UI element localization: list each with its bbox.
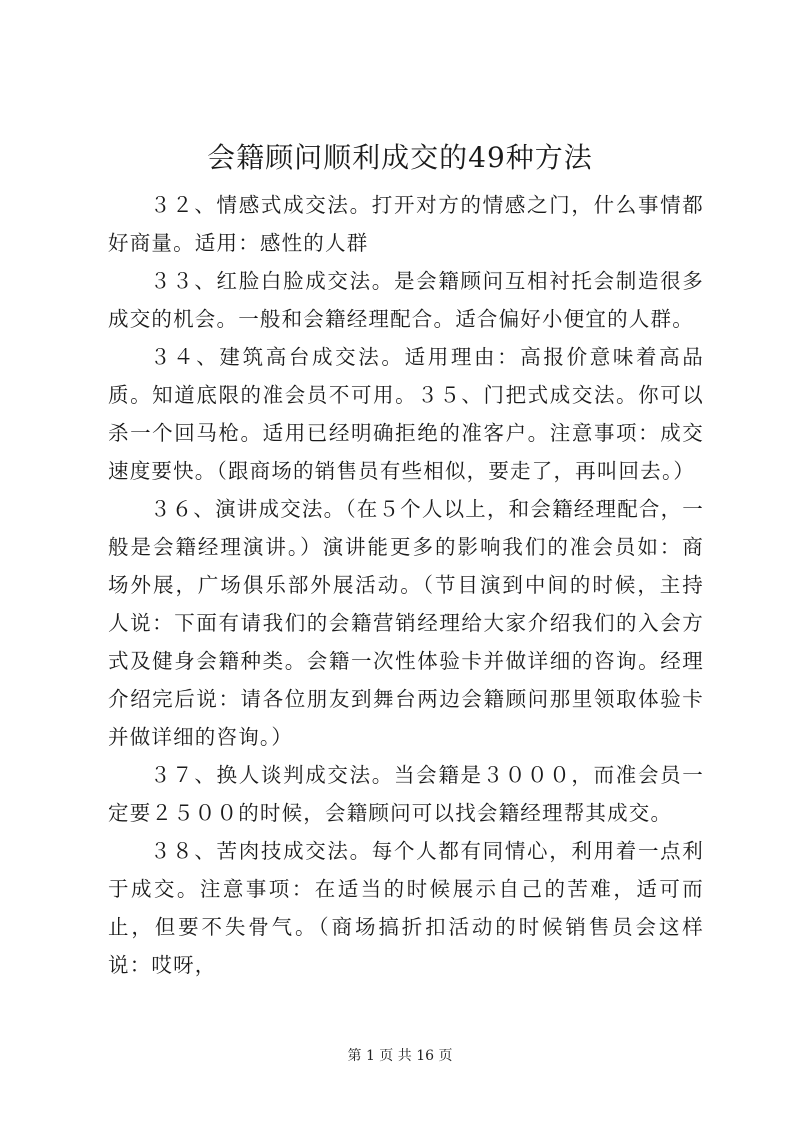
paragraph-36: ３６、演讲成交法。（在５个人以上，和会籍经理配合，一般是会籍经理演讲。）演讲能更多的影响我们的准会员如：商场外展，广场俱乐部外展活动。（节目演到中间的时候，主持人说：下面有请我们的会籍营销经理给大家介绍我们的入会方式及健身会籍种类。会籍一次性体验卡并做详细的咨询。经理介绍完后说：请各位朋友到舞台两边会籍顾问那里领取体验卡并做详细的咨询。） xyxy=(108,497,704,749)
document-body xyxy=(108,186,704,984)
page-footer xyxy=(0,1046,800,1066)
page-number-label: 第 1 页 共 16 页 xyxy=(347,1048,453,1064)
paragraph-34-35: ３４、建筑高台成交法。适用理由：高报价意味着高品质。知道底限的准会员不可用。３５、门把式成交法。你可以杀一个回马枪。适用已经明确拒绝的准客户。注意事项：成交速度要快。（跟商场的销售员有些相似，要走了，再叫回去。） xyxy=(108,345,704,483)
paragraph-32: ３２、情感式成交法。打开对方的情感之门，什么事情都好商量。适用：感性的人群 xyxy=(108,193,704,255)
paragraph-37: ３７、换人谈判成交法。当会籍是３０００，而准会员一定要２５００的时候，会籍顾问可以找会籍经理帮其成交。 xyxy=(108,763,704,825)
paragraph-33: ３３、红脸白脸成交法。是会籍顾问互相衬托会制造很多成交的机会。一般和会籍经理配合。适合偏好小便宜的人群。 xyxy=(108,269,704,331)
paragraph-38: ３８、苦肉技成交法。每个人都有同情心，利用着一点利于成交。注意事项：在适当的时候展示自己的苦难，适可而止，但要不失骨气。（商场搞折扣活动的时候销售员会这样说：哎呀， xyxy=(108,839,704,977)
document-title: 会籍顾问顺利成交的49种方法 xyxy=(207,141,593,174)
